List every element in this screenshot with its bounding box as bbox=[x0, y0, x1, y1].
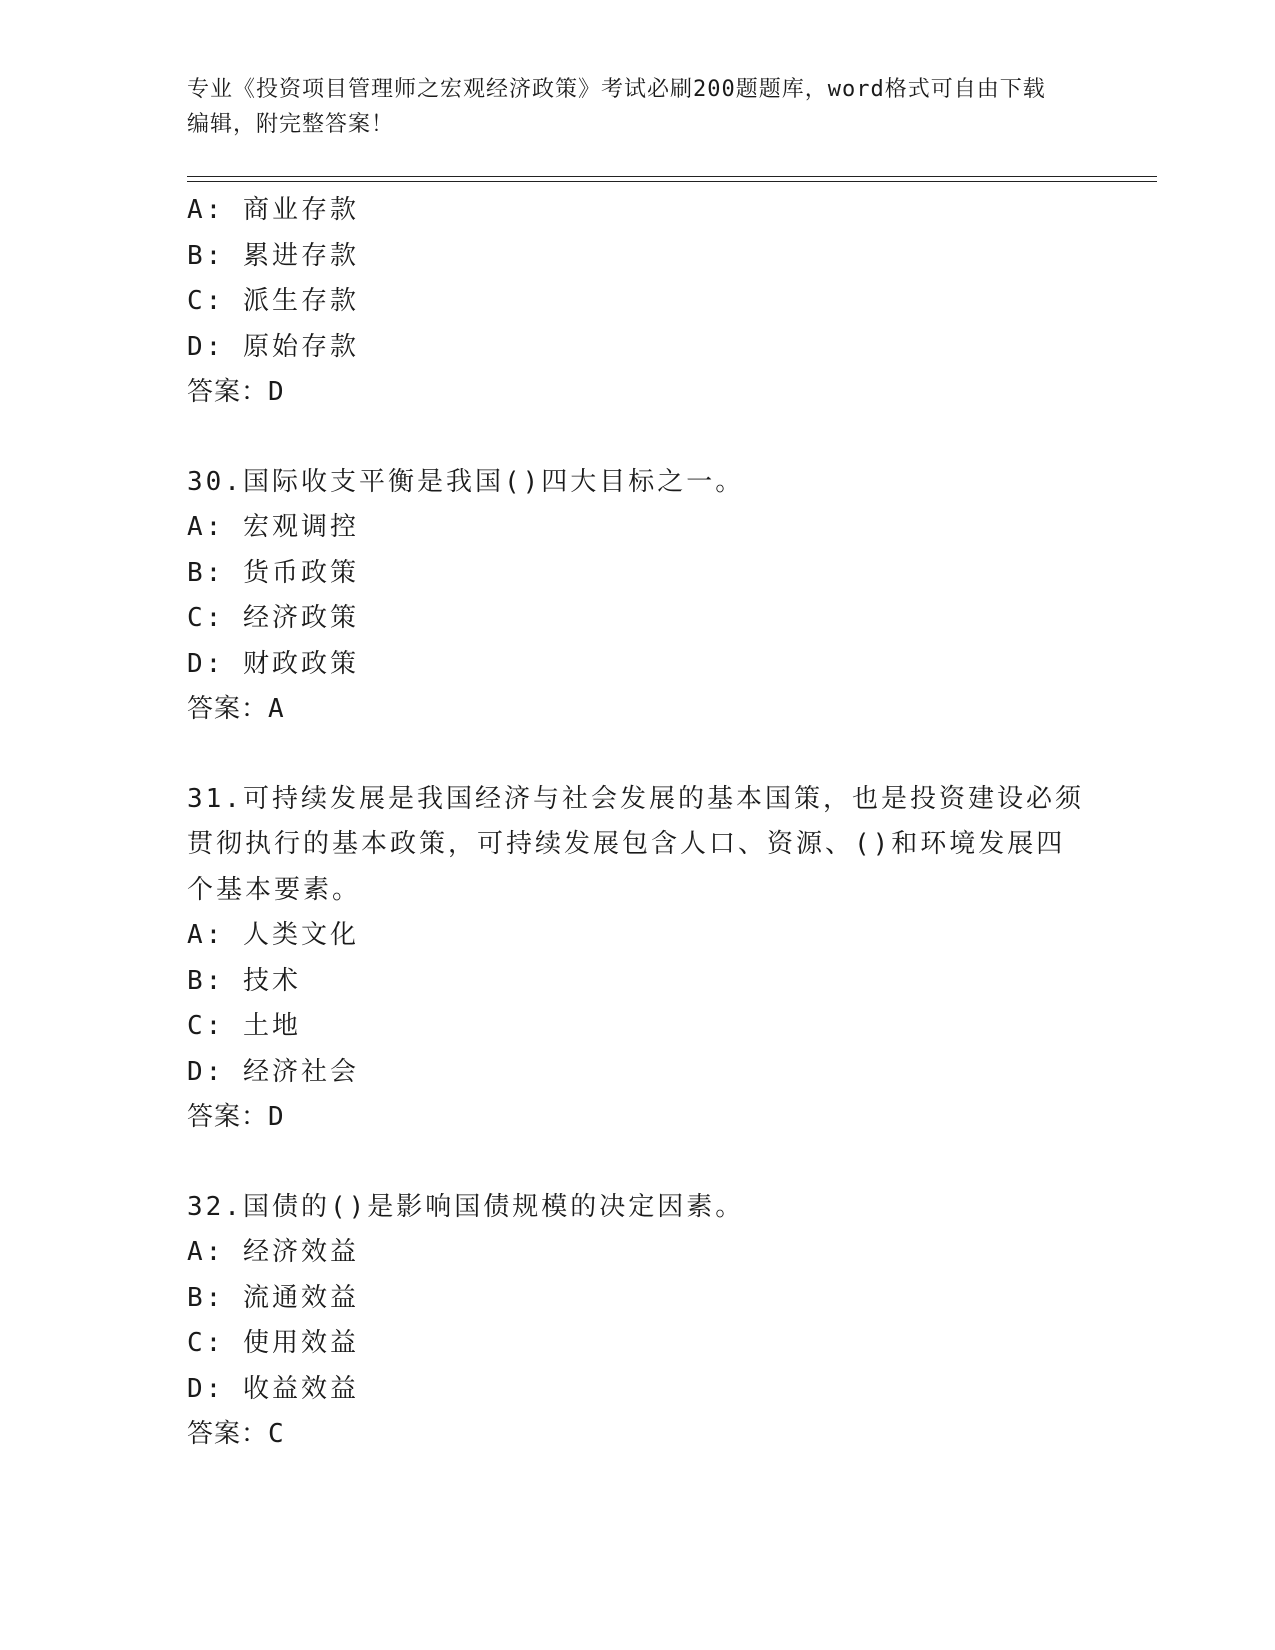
answer: 答案：D bbox=[187, 1102, 285, 1132]
option-a: A: 宏观调控 bbox=[187, 512, 359, 542]
option-b: B: 流通效益 bbox=[187, 1282, 359, 1313]
option-c: C: 经济政策 bbox=[187, 603, 359, 633]
question-block bbox=[187, 1185, 1087, 1458]
header-divider-top bbox=[187, 176, 1157, 177]
option-c: C: 土地 bbox=[187, 1011, 301, 1041]
option-b: B: 技术 bbox=[187, 965, 301, 996]
option-d: D: 原始存款 bbox=[187, 331, 359, 362]
question-block bbox=[187, 188, 1087, 416]
spacer bbox=[187, 416, 1087, 460]
question-text-line: 31.可持续发展是我国经济与社会发展的基本国策，也是投资建设必须 bbox=[187, 783, 1084, 814]
option-b: B: 累进存款 bbox=[187, 240, 359, 271]
spacer bbox=[187, 1141, 1087, 1185]
answer: 答案：C bbox=[187, 1419, 285, 1449]
question-text-line: 个基本要素。 bbox=[187, 874, 362, 905]
option-b: B: 货币政策 bbox=[187, 557, 359, 588]
document-header: 专业《投资项目管理师之宏观经济政策》考试必刷200题题库，word格式可自由下载编辑，附完整答案！ bbox=[187, 77, 1046, 137]
option-d: D: 收益效益 bbox=[187, 1373, 359, 1404]
answer: 答案：D bbox=[187, 377, 285, 407]
option-a: A: 经济效益 bbox=[187, 1237, 359, 1267]
option-d: D: 经济社会 bbox=[187, 1056, 359, 1087]
option-a: A: 商业存款 bbox=[187, 195, 359, 225]
question-content bbox=[187, 188, 1087, 1458]
option-a: A: 人类文化 bbox=[187, 920, 359, 950]
option-c: C: 使用效益 bbox=[187, 1328, 359, 1358]
header-divider-bottom bbox=[187, 181, 1157, 182]
option-d: D: 财政政策 bbox=[187, 648, 359, 679]
spacer bbox=[187, 733, 1087, 777]
question-text-line: 贯彻执行的基本政策，可持续发展包含人口、资源、()和环境发展四 bbox=[187, 829, 1066, 859]
question-text: 32.国债的()是影响国债规模的决定因素。 bbox=[187, 1191, 745, 1222]
question-block bbox=[187, 460, 1087, 733]
question-text: 30.国际收支平衡是我国()四大目标之一。 bbox=[187, 466, 745, 497]
question-block bbox=[187, 777, 1087, 1141]
option-c: C: 派生存款 bbox=[187, 286, 359, 316]
answer: 答案：A bbox=[187, 694, 285, 724]
